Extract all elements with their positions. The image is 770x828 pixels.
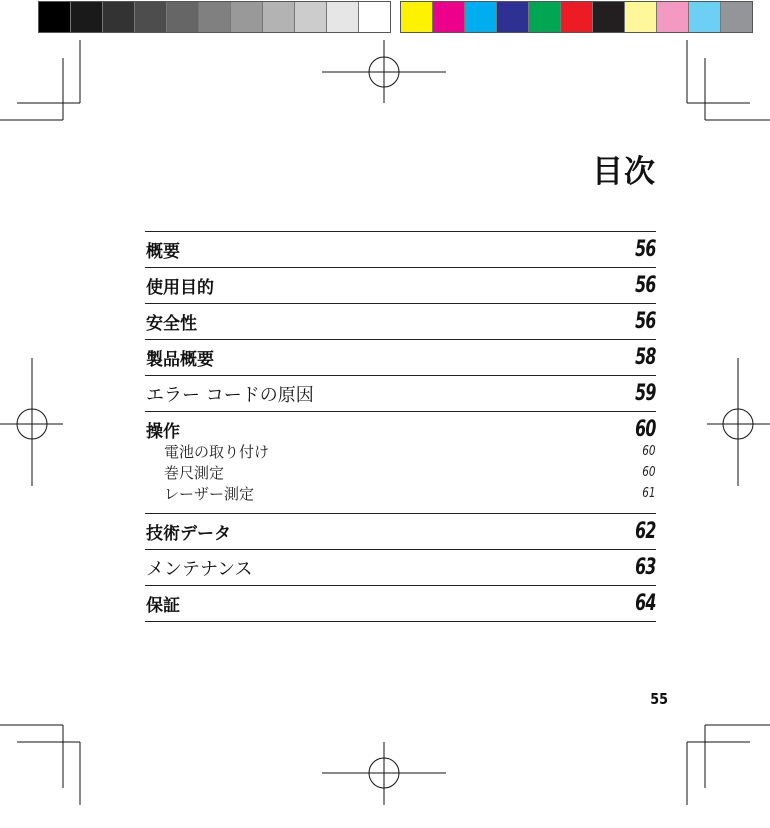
toc-entry-page: 64 — [635, 591, 656, 616]
page-number: 55 — [650, 690, 668, 708]
registration-mark-bottom — [322, 742, 446, 805]
toc-entry — [145, 232, 656, 268]
toc-entry-page: 56 — [635, 273, 656, 298]
toc-entry-page: 56 — [635, 237, 656, 262]
toc-subentry — [145, 462, 656, 483]
toc-entry-label: 使用目的 — [146, 278, 214, 298]
toc-subentries — [145, 441, 656, 513]
toc-entry-label: 保証 — [146, 596, 180, 616]
toc-entry-page: 60 — [635, 417, 656, 442]
toc-entry-label: メンテナンス — [146, 558, 253, 580]
table-of-contents — [145, 231, 656, 622]
toc-entry-label: 概要 — [146, 242, 180, 262]
toc-subentry — [145, 483, 656, 504]
toc-entry — [145, 268, 656, 304]
toc-entry — [145, 412, 656, 514]
page-title: 目次 — [592, 154, 656, 190]
toc-subentry-label: 巻尺測定 — [164, 464, 225, 482]
registration-mark-top — [322, 40, 446, 103]
toc-subentry-page: 61 — [642, 486, 656, 501]
toc-entry-page: 63 — [635, 555, 656, 580]
registration-mark-left — [0, 358, 63, 486]
toc-entry — [145, 550, 656, 586]
toc-entry-label: 安全性 — [146, 314, 197, 334]
toc-entry-page: 56 — [635, 309, 656, 334]
toc-entry-page: 58 — [635, 345, 656, 370]
toc-entry-label: 製品概要 — [146, 350, 214, 370]
toc-entry — [145, 514, 656, 550]
toc-subentry-label: 電池の取り付け — [164, 443, 270, 461]
toc-subentry — [145, 441, 656, 462]
registration-mark-right — [707, 358, 770, 486]
toc-subentry-page: 60 — [642, 444, 656, 459]
toc-entry-page: 59 — [635, 381, 656, 406]
toc-entry-label: 技術データ — [146, 524, 231, 544]
toc-subentry-label: レーザー測定 — [164, 485, 255, 503]
toc-entry — [145, 304, 656, 340]
toc-entry — [145, 586, 656, 622]
toc-subentry-page: 60 — [642, 465, 656, 480]
toc-entry — [145, 340, 656, 376]
toc-entry-label: 操作 — [146, 422, 180, 442]
toc-entry-page: 62 — [635, 519, 656, 544]
toc-entry-label: エラー コードの原因 — [146, 384, 314, 406]
toc-entry — [145, 376, 656, 412]
